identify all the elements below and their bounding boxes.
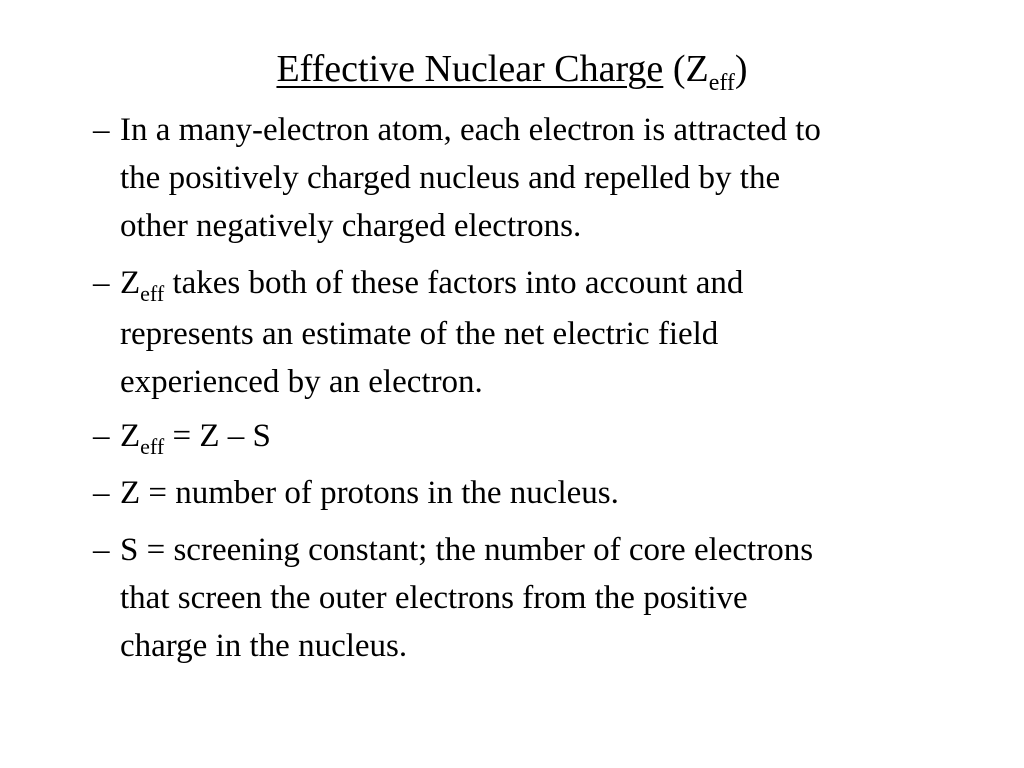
bullet-line: charge in the nucleus. <box>120 628 408 664</box>
bullet-line: that screen the outer electrons from the positive <box>120 580 748 616</box>
bullet-marker: – <box>93 532 110 568</box>
bullet-line: the positively charged nucleus and repelled by the <box>120 160 781 196</box>
bullet-line: $Z_{eff} = Z - S$ <box>120 418 271 459</box>
bullet-line: S = screening constant; the number of core electrons <box>120 532 814 568</box>
title-subscript: eff <box>708 70 735 96</box>
bullet-line: other negatively charged electrons. <box>120 208 582 244</box>
bullet-marker: – <box>93 418 110 454</box>
title-main: Effective Nuclear Charge <box>276 48 664 90</box>
bullet-line: Z = number of protons in the nucleus. <box>120 475 619 511</box>
bullet-text <box>120 469 980 517</box>
bullet-line: represents an estimate of the net electric field <box>120 316 719 352</box>
slide-title <box>0 44 1024 99</box>
title-symbol: $(Z_{eff})$ <box>672 48 748 96</box>
bullet-line: experienced by an electron. <box>120 364 483 400</box>
bullet-marker: – <box>93 112 110 148</box>
bullet-marker: – <box>93 475 110 511</box>
bullet-line: $Z_{eff}$ takes both of these factors into account and <box>120 265 744 306</box>
bullet-text <box>120 412 980 463</box>
bullet-marker: – <box>93 265 110 301</box>
zeff-subscript: eff <box>140 281 165 306</box>
bullet-text <box>120 526 980 670</box>
bullet-text <box>120 106 980 250</box>
bullet-line: In a many-electron atom, each electron is attracted to <box>120 112 821 148</box>
zeff-subscript: eff <box>140 434 165 459</box>
bullet-text <box>120 259 980 406</box>
